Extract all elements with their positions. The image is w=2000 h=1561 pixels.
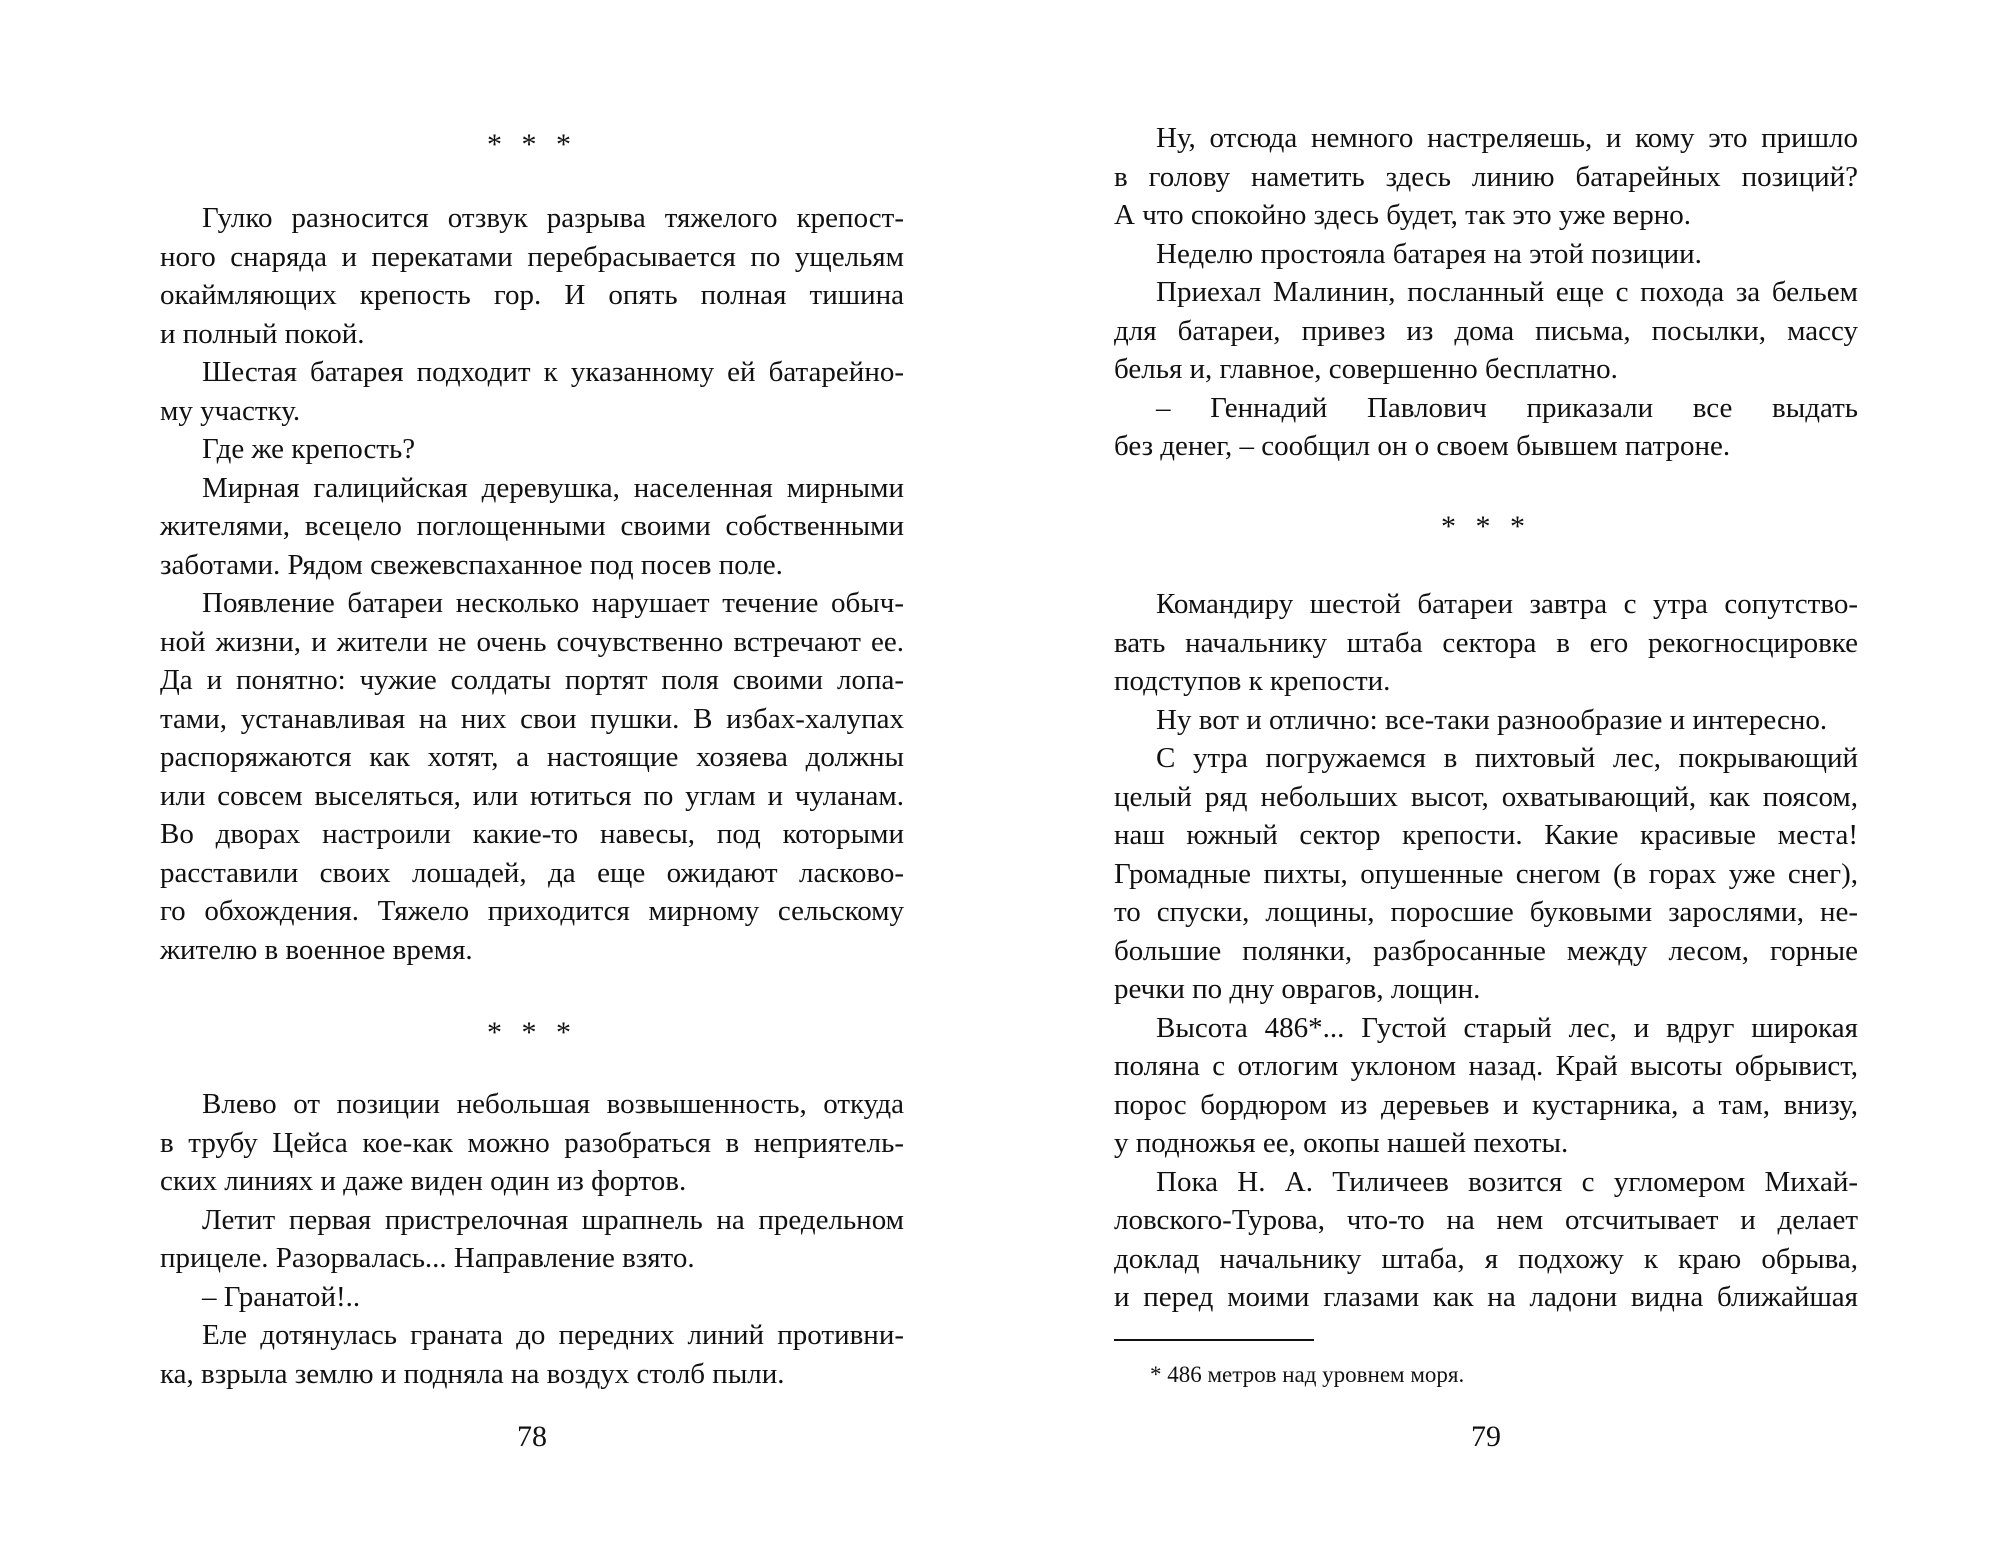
text-line: Да и понятно: чужие солдаты портят поля своими лопа- [160, 664, 904, 696]
text-line: поляна с отлогим уклоном назад. Край высоты обрывист, [1114, 1050, 1858, 1082]
text-line: то спуски, лощины, поросшие буковыми зарослями, не- [1114, 896, 1858, 928]
text-line: – Геннадий Павлович приказали все выдать [1156, 391, 1858, 424]
right-text-column [1114, 0, 1858, 1561]
text-line: прицеле. Разорвалась... Направление взято. [160, 1242, 695, 1274]
text-line: ной жизни, и жители не очень сочувственно встречают ее. [160, 625, 904, 658]
text-line: вать начальнику штаба сектора в его рекогносцировке [1114, 626, 1858, 659]
text-line: Приехал Малинин, посланный еще с похода за бельем [1156, 276, 1858, 308]
text-line: Появление батареи несколько нарушает течение обыч- [202, 587, 904, 619]
text-line: ка, взрыла землю и подняла на воздух столб пыли. [160, 1357, 785, 1390]
text-line: большие полянки, разбросанные между лесом, горные [1114, 934, 1858, 967]
text-line: распоряжаются как хотят, а настоящие хозяева должны [160, 741, 904, 773]
text-line: Во дворах настроили какие-то навесы, под которыми [160, 818, 904, 850]
text-line: жителями, всецело поглощенными своими собственными [160, 510, 904, 542]
text-line: Еле дотянулась граната до передних линий противни- [202, 1319, 904, 1351]
text-line: Командиру шестой батареи завтра с утра сопутство- [1156, 588, 1858, 620]
text-line: Пока Н. А. Тиличеев возится с угломером Михай- [1156, 1165, 1858, 1198]
text-line: и полный покой. [160, 317, 365, 350]
text-line: окаймляющих крепость гор. И опять полная тишина [160, 279, 904, 311]
text-line: жителю в военное время. [160, 933, 473, 966]
text-line: в голову наметить здесь линию батарейных позиций? [1114, 160, 1858, 193]
text-line: С утра погружаемся в пихтовый лес, покрывающий [1156, 742, 1858, 774]
section-separator: * * * [487, 1016, 577, 1049]
text-line: Неделю простояла батарея на этой позиции. [1156, 237, 1702, 270]
text-line: – Гранатой!.. [202, 1280, 361, 1313]
footnote-divider [1114, 1339, 1314, 1341]
text-line: Гулко разносится отзвук разрыва тяжелого крепост- [202, 202, 904, 234]
text-line: расставили своих лошадей, да еще ожидают ласково- [160, 856, 904, 889]
text-line: у подножья ее, окопы нашей пехоты. [1114, 1127, 1569, 1159]
text-line: наш южный сектор крепости. Какие красивые места! [1114, 819, 1858, 851]
footnote: * 486 метров над уровнем моря. [1150, 1362, 1465, 1387]
text-line: Ну вот и отлично: все-таки разнообразие и интересно. [1156, 703, 1828, 736]
right-page [1000, 0, 2000, 1561]
text-line: Высота 486*... Густой старый лес, и вдруг широкая [1156, 1011, 1858, 1044]
left-text-column [160, 0, 904, 1561]
text-line: ловского-Турова, что-то на нем отсчитывает и делает [1114, 1204, 1858, 1236]
text-line: заботами. Рядом свежевспаханное под посев поле. [160, 548, 783, 581]
section-separator: * * * [1441, 510, 1531, 543]
text-line: Ну, отсюда немного настреляешь, и кому это пришло [1156, 122, 1858, 154]
page-number: 79 [1471, 1420, 1501, 1453]
text-line: порос бордюром из деревьев и кустарника, а там, внизу, [1114, 1088, 1858, 1121]
text-line: Летит первая пристрелочная шрапнель на предельном [202, 1203, 904, 1236]
text-line: го обхождения. Тяжело приходится мирному сельскому [160, 895, 904, 927]
text-line: и перед моими глазами как на ладони видна ближайшая [1114, 1281, 1858, 1313]
text-line: Влево от позиции небольшая возвышенность, откуда [202, 1088, 904, 1120]
text-line: Где же крепость? [202, 433, 416, 465]
text-line: ного снаряда и перекатами перебрасывается по ущельям [160, 240, 904, 273]
text-line: му участку. [160, 394, 301, 427]
text-line: целый ряд небольших высот, охватывающий, как поясом, [1114, 780, 1858, 813]
text-line: подступов к крепости. [1114, 665, 1391, 697]
text-line: для батареи, привез из дома письма, посылки, массу [1114, 314, 1858, 347]
text-line: речки по дну оврагов, лощин. [1114, 973, 1481, 1005]
text-line: или совсем выселяться, или ютиться по углам и чуланам. [160, 779, 904, 812]
text-line: без денег, – сообщил он о своем бывшем патроне. [1114, 430, 1731, 462]
section-separator: * * * [487, 128, 577, 161]
text-line: белья и, главное, совершенно бесплатно. [1114, 353, 1618, 385]
text-line: тами, устанавливая на них свои пушки. В избах-халупах [160, 702, 904, 735]
text-line: Мирная галицийская деревушка, населенная мирными [202, 471, 904, 504]
text-line: А что спокойно здесь будет, так это уже верно. [1114, 199, 1691, 231]
text-line: доклад начальнику штаба, я подхожу к краю обрыва, [1114, 1242, 1858, 1275]
text-line: Громадные пихты, опушенные снегом (в горах уже снег), [1114, 857, 1858, 890]
text-line: ских линиях и даже виден один из фортов. [160, 1165, 687, 1197]
text-line: в трубу Цейса кое-как можно разобраться в неприятель- [160, 1126, 904, 1159]
page-number: 78 [517, 1420, 547, 1453]
text-line: Шестая батарея подходит к указанному ей батарейно- [202, 356, 904, 388]
